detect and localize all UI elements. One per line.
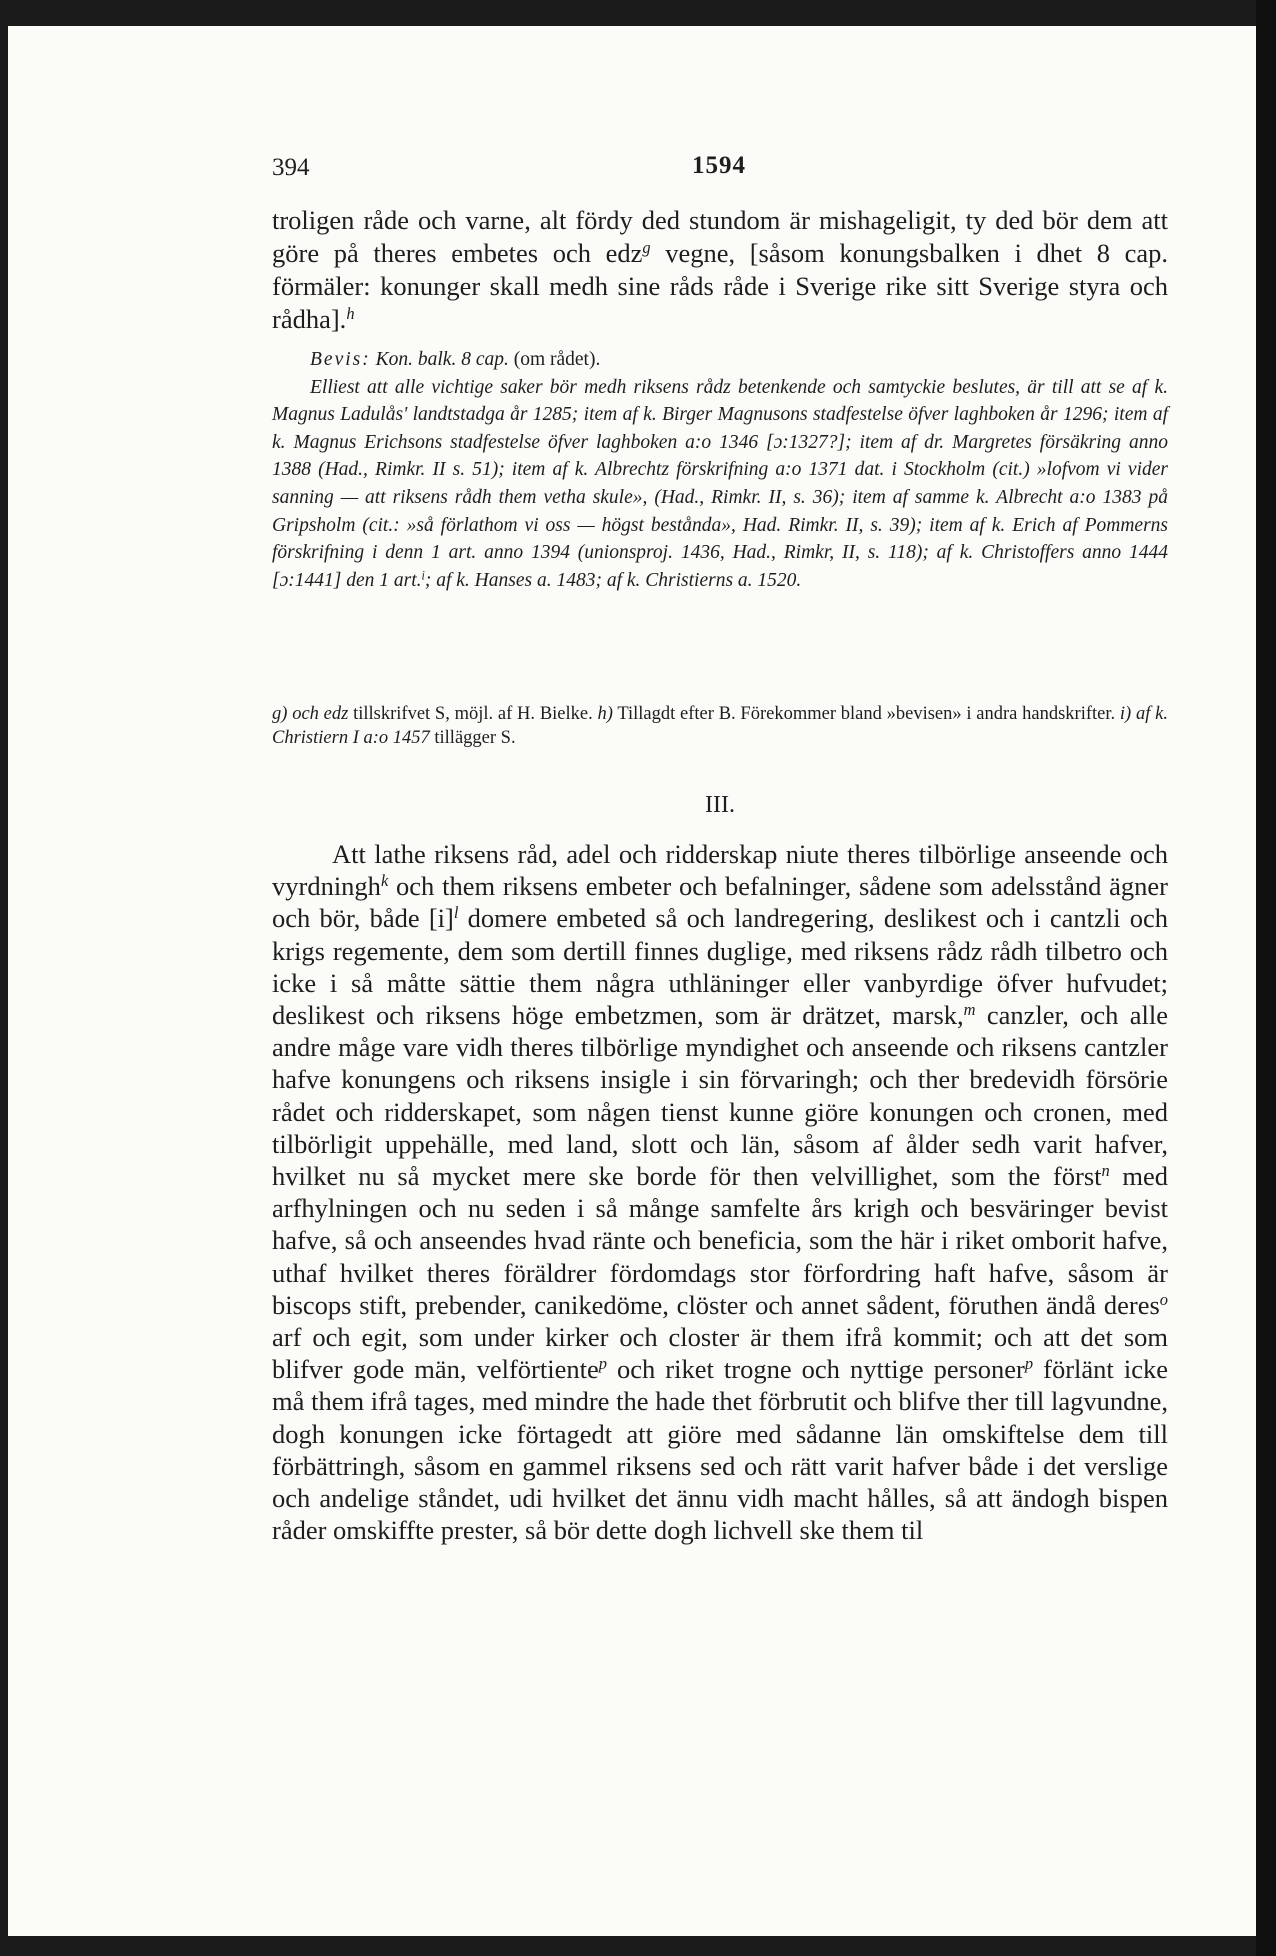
section-iii-body [272, 838, 1168, 1546]
bevis-label: Bevis: [310, 349, 371, 370]
footnote-ref-p: p [1024, 1354, 1034, 1374]
book-edge [1256, 0, 1276, 1956]
paragraph: Att lathe riksens råd, adel och ridderskap niute theres tilbörlige anseende och vyrdningh$^k$ och them riksens embeter och befalninger, sådene som adelsstånd ägner och bör, både $[i]^l$ domere embeted så och landregering, deslikest och i cantzli och krigs regemente, dem som dertill finnes duglige, med riksens rådz rådh tilbetro och icke i så måtte sättie them några uthläninger eller vanbyrdige öfver hufvudet; deslikest och riksens höge embetzmen, som är drätzet, marsk,$^m$ canzler, och alle andre måge vare vidh theres tilbörlige myndighet och anseende och riksens cantzler hafve konungens och riksens insigle i sin förvaringh; och ther bredevidh försörie rådet och ridderskapet, som någen tienst kunne giöre konungen och cronen, med tilbörligit uppehälle, med land, slott och län, såsom af ålder sedh varit hafver, hvilket nu så mycket mere ske borde för then velvillighet, som the först$^n$ med arfhylningen och nu seden i så månge samfelte års krigh och besväringer bevist hafve, så och anseendes hvad ränte och beneficia, som the här i riket omborit hafve, uthaf hvilket theres föräldrer fördomdags stor förfordring haft hafve, såsom är biscops stift, prebender, canikedöme, clöster och annet sådent, föruthen ändå deres$^o$ arf och egit, som under kirker och closter är them ifrå kommit; och att det som blifver gode män, velförtiente$^p$ och riket trogne och nyttige personer$^p$ förlänt icke må them ifrå tages, med mindre the hade thet förbrutit och blifve ther till lagvundne, dogh konungen icke förtagedt att giöre med sådanne län omskiftelse dem till förbättringh, såsom en gammel riksens sed och rätt varit hafver både i det verslige och andelige ståndet, udi hvilket det ännu vidh macht hålles, så att ändogh bispen råder omskiffte prester, så bör dette dogh lichvell ske them til [272, 839, 1169, 1546]
footnote-ref-m: m [963, 999, 976, 1019]
footnote-ref-i: i [421, 568, 425, 583]
footnote-ref-g: g [642, 237, 651, 257]
footnote-ref-o: o [1159, 1289, 1168, 1309]
footnotes [272, 702, 1168, 750]
section-text-continuation [272, 204, 1168, 336]
footnote-ref-l: l [453, 903, 459, 923]
running-title-year: 1594 [692, 152, 746, 179]
paragraph: troligen råde och varne, alt fördy ded stundom är mishageligit, ty ded bör dem att göre på theres embetes och edz$^g$ vegne, [såsom konungsbalken i dhet 8 cap. förmäler: konunger skall medh sine råds råde i Sverige rike sitt Sverige styra och rådha].$^h$ [272, 205, 1169, 334]
footnote-ref-h: h [346, 303, 355, 323]
evidence-block [272, 346, 1168, 594]
section-heading: III. [705, 792, 735, 818]
bevis-heading-line: Bevis: Kon. balk. 8 cap. (om rådet). [310, 349, 601, 370]
footnote-ref-p: p [598, 1354, 607, 1374]
footnote-ref-k: k [380, 871, 389, 891]
bevis-reference: Kon. balk. 8 cap. [375, 349, 509, 370]
footnote-ref-n: n [1101, 1161, 1110, 1180]
page-number: 394 [272, 154, 310, 181]
footnote-g-h-i: g) och edz tillskrifvet S, möjl. af H. Bielke. h) Tillagdt efter B. Förekommer bland »bevisen» i andra handskrifter. i) af k. Christiern I a:o 1457 tillägger S. [272, 704, 1168, 748]
bevis-body: Elliest att alle vichtige saker bör medh riksens rådz betenkende och samtyckie beslutes, är till att se af k. Magnus Ladulås' landtstadga år 1285; item af k. Birger Magnusons stadfestelse öfver laghboken år 1296; item af k. Magnus Erichsons stadfestelse öfver laghboken a:o 1346 [ɔ:1327?]; item af dr. Margretes försäkring anno 1388 (Had., Rimkr. II s. 51); item af k. Albrechtz förskrifning a:o 1371 dat. i Stockholm (cit.) »lofvom vi vider sanning — att riksens rådh them vetha skule», (Had., Rimkr. II, s. 36); item af samme k. Albrecht a:o 1383 på Gripsholm (cit.: »så förlathom vi oss — högst bestånda», Had. Rimkr. II, s. 39); item af k. Erich af Pommerns förskrifning i denn 1 art. anno 1394 (unionsproj. 1436, Had., Rimkr, II, s. 118); af k. Christoffers anno 1444 [ɔ:1441] den 1 art.$^i$; af k. Hanses a. 1483; af k. Christierns a. 1520. [272, 376, 1168, 591]
page-header [272, 146, 1168, 186]
